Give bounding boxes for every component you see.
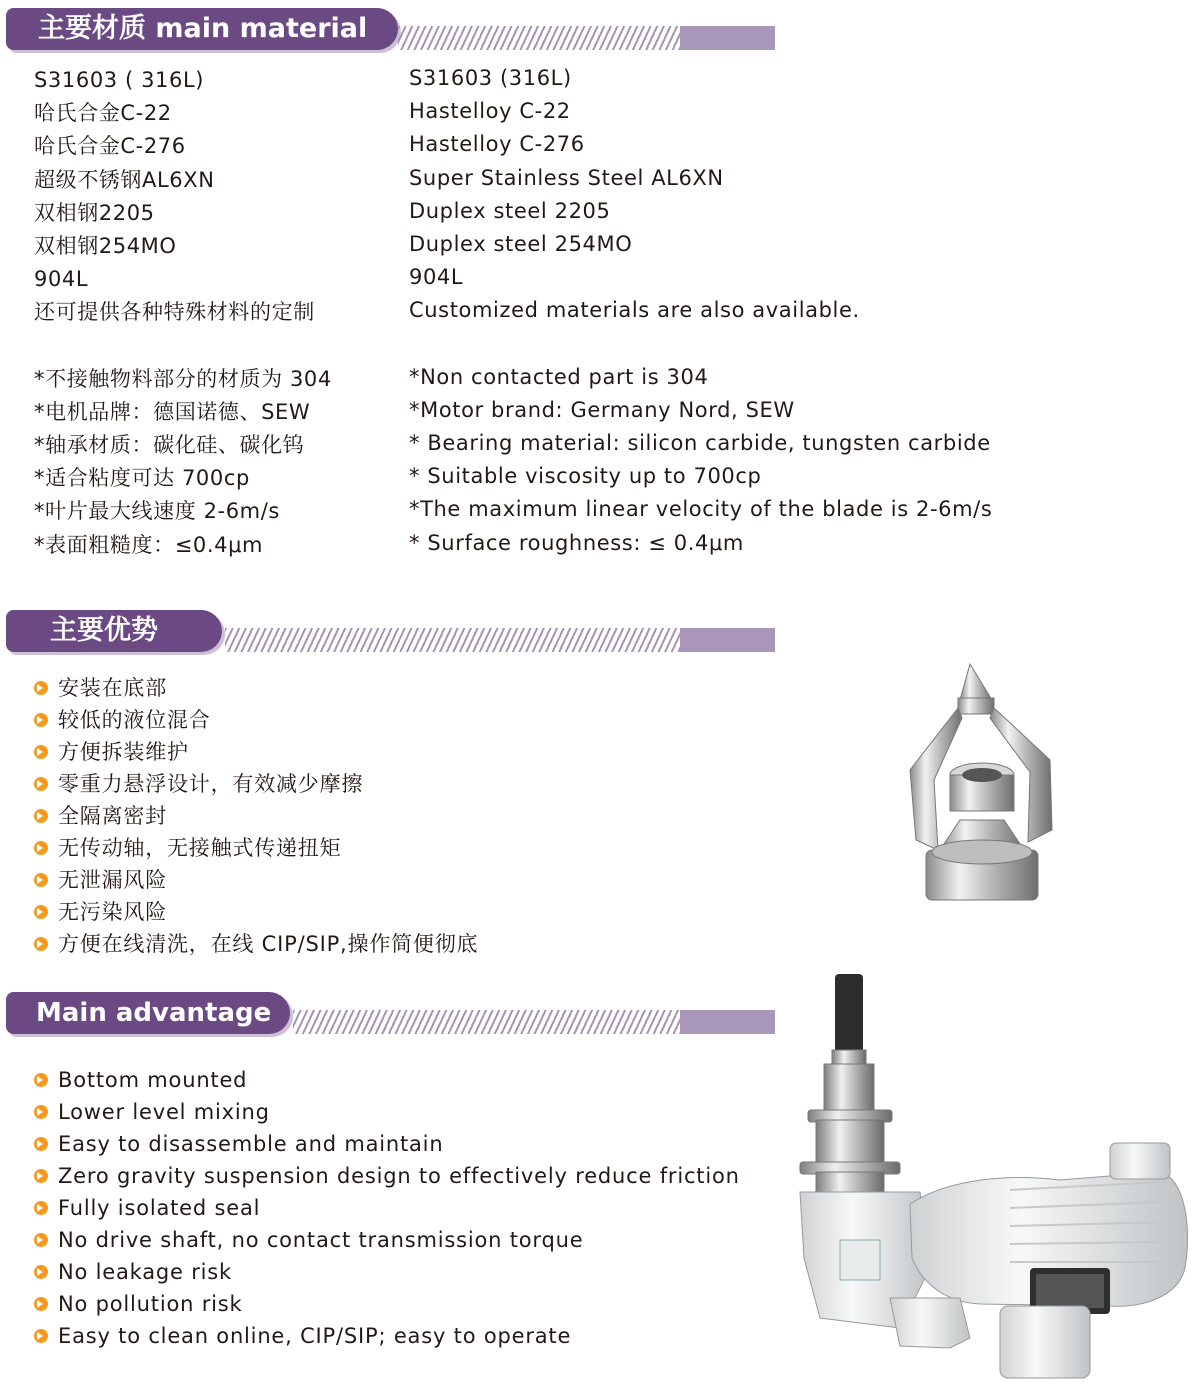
header-stripe-decoration	[293, 1010, 775, 1034]
bullet-icon	[34, 905, 48, 919]
bullet-icon	[34, 1169, 48, 1183]
material-list-en	[409, 62, 992, 560]
bullet-icon	[34, 777, 48, 791]
advantage-cn-item: 无传动轴，无接触式传递扭矩	[34, 832, 478, 864]
bullet-icon	[34, 1265, 48, 1279]
advantage-cn-item: 无泄漏风险	[34, 864, 478, 896]
advantage-cn-title: 主要优势	[6, 610, 222, 652]
material-cn-item: 哈氏合金C-22	[34, 101, 172, 126]
note-cn-item: *电机品牌：德国诺德、SEW	[34, 399, 311, 424]
material-list-cn	[34, 64, 332, 562]
bullet-icon	[34, 873, 48, 887]
advantage-en-item: Bottom mounted	[34, 1064, 740, 1096]
advantage-cn-list	[34, 672, 478, 960]
advantage-cn-item: 方便在线清洗，在线 CIP/SIP,操作简便彻底	[34, 928, 478, 960]
note-cn-item: *表面粗糙度：≤0.4μm	[34, 532, 264, 557]
material-cn-item: 还可提供各种特殊材料的定制	[34, 300, 315, 325]
bullet-icon	[34, 1329, 48, 1343]
note-cn-item: *叶片最大线速度 2-6m/s	[34, 499, 280, 524]
advantage-cn-header	[0, 606, 780, 654]
note-en-item: * Surface roughness: ≤ 0.4μm	[409, 530, 744, 555]
bullet-icon	[34, 1073, 48, 1087]
bullet-icon	[34, 1137, 48, 1151]
note-en-item: * Bearing material: silicon carbide, tungsten carbide	[409, 431, 991, 456]
advantage-en-item: No drive shaft, no contact transmission torque	[34, 1224, 740, 1256]
note-cn-item: *轴承材质：碳化硅、碳化钨	[34, 433, 305, 458]
material-en-item: Duplex steel 254MO	[409, 231, 633, 256]
advantage-en-item: Easy to disassemble and maintain	[34, 1128, 740, 1160]
header-stripe-decoration	[398, 26, 775, 50]
material-en-item: S31603 (316L)	[409, 66, 572, 90]
advantage-cn-item: 较低的液位混合	[34, 704, 478, 736]
material-en-item: Customized materials are also available.	[409, 298, 860, 323]
material-cn-item: 双相钢2205	[34, 200, 155, 225]
bullet-icon	[34, 1105, 48, 1119]
advantage-cn-item: 无污染风险	[34, 896, 478, 928]
bullet-icon	[34, 841, 48, 855]
note-cn-item: *适合粘度可达 700cp	[34, 466, 250, 491]
note-en-item: *Non contacted part is 304	[409, 364, 709, 389]
advantage-en-item: No pollution risk	[34, 1288, 740, 1320]
material-en-item: Duplex steel 2205	[409, 198, 611, 223]
advantage-en-item: Zero gravity suspension design to effectively reduce friction	[34, 1160, 740, 1192]
bullet-icon	[34, 681, 48, 695]
material-en-item: Hastelloy C-22	[409, 99, 571, 124]
advantage-en-list	[34, 1064, 740, 1352]
advantage-en-item: Easy to clean online, CIP/SIP; easy to operate	[34, 1320, 740, 1352]
bullet-icon	[34, 937, 48, 951]
material-cn-item: 超级不锈钢AL6XN	[34, 167, 215, 192]
advantage-en-item: Lower level mixing	[34, 1096, 740, 1128]
header-stripe-decoration	[225, 628, 775, 652]
material-en-item: Hastelloy C-276	[409, 132, 585, 157]
material-cn-item: S31603 ( 316L)	[34, 68, 205, 92]
material-cn-item: 哈氏合金C-276	[34, 134, 186, 159]
note-en-item: * Suitable viscosity up to 700cp	[409, 464, 762, 489]
advantage-cn-item: 全隔离密封	[34, 800, 478, 832]
bullet-icon	[34, 1201, 48, 1215]
material-cn-item: 904L	[34, 267, 89, 292]
bullet-icon	[34, 713, 48, 727]
main-material-header	[0, 4, 780, 52]
bullet-icon	[34, 809, 48, 823]
advantage-cn-item: 安装在底部	[34, 672, 478, 704]
note-cn-item: *不接触物料部分的材质为 304	[34, 366, 332, 391]
mixer-motor-image	[780, 968, 1195, 1386]
bullet-icon	[34, 1297, 48, 1311]
advantage-en-header	[0, 988, 780, 1036]
bullet-icon	[34, 745, 48, 759]
advantage-en-item: No leakage risk	[34, 1256, 740, 1288]
advantage-cn-item: 方便拆装维护	[34, 736, 478, 768]
note-en-item: *The maximum linear velocity of the blade is 2-6m/s	[409, 497, 993, 522]
main-material-title: 主要材质 main material	[6, 8, 398, 50]
advantage-cn-item: 零重力悬浮设计，有效减少摩擦	[34, 768, 478, 800]
material-en-item: Super Stainless Steel AL6XN	[409, 165, 724, 190]
impeller-image	[900, 660, 1060, 920]
note-en-item: *Motor brand: Germany Nord, SEW	[409, 397, 795, 422]
material-en-item: 904L	[409, 265, 464, 290]
material-cn-item: 双相钢254MO	[34, 233, 177, 258]
bullet-icon	[34, 1233, 48, 1247]
advantage-en-title: Main advantage	[6, 992, 290, 1034]
advantage-en-item: Fully isolated seal	[34, 1192, 740, 1224]
